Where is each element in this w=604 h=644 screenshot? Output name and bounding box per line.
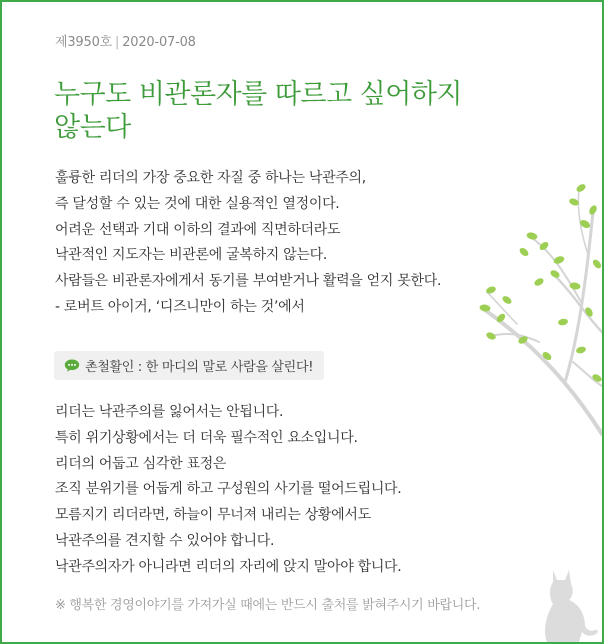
copyright-notice: ※ 행복한 경영이야기를 가져가실 때에는 반드시 출처를 밝혀주시기 바랍니다. — [55, 598, 481, 613]
commentary-block — [55, 400, 401, 581]
quote-line: 낙관적인 지도자는 비관론에 굴복하지 않는다. — [55, 247, 328, 264]
commentary-line: 특히 위기상황에서는 더 더욱 필수적인 요소입니다. — [55, 429, 358, 446]
commentary-line: 낙관주의자가 아니라면 리더의 자리에 앉지 말아야 합니다. — [55, 558, 402, 575]
commentary-line: 모름지기 리더라면, 하늘이 무너져 내리는 상황에서도 — [55, 507, 371, 524]
meta-separator: | — [115, 35, 120, 50]
commentary-line: 조직 분위기를 어둡게 하고 구성원의 사기를 떨어드립니다. — [55, 481, 402, 498]
quote-line: 어려운 선택과 기대 이하의 결과에 직면하더라도 — [55, 221, 341, 238]
quote-source: - 로버트 아이거, ‘디즈니만이 하는 것’에서 — [55, 298, 305, 315]
page-title: 누구도 비관론자를 따르고 싶어하지 않는다 — [54, 79, 462, 143]
quote-line: 즉 달성할 수 있는 것에 대한 실용적인 열정이다. — [55, 195, 340, 212]
speech-bubble-icon — [64, 359, 80, 372]
quote-line: 훌륭한 리더의 가장 중요한 자질 중 하나는 낙관주의, — [55, 170, 366, 186]
quote-block — [55, 166, 441, 321]
issue-meta — [55, 31, 196, 50]
issue-date: 2020-07-08 — [122, 35, 196, 50]
tree-branch-icon — [477, 172, 602, 442]
category-tag[interactable] — [54, 351, 324, 380]
cat-silhouette-icon — [529, 566, 599, 642]
commentary-line: 리더의 어둡고 심각한 표정은 — [55, 455, 227, 472]
category-tag-label: 촌철활인 : 한 마디의 말로 사람을 살린다! — [85, 360, 314, 375]
commentary-line: 리더는 낙관주의를 잃어서는 안됩니다. — [55, 404, 284, 420]
issue-number: 제3950호 — [55, 35, 113, 50]
commentary-line: 낙관주의를 견지할 수 있어야 합니다. — [55, 532, 275, 549]
quote-line: 사람들은 비관론자에게서 동기를 부여받거나 활력을 얻지 못한다. — [55, 273, 442, 290]
